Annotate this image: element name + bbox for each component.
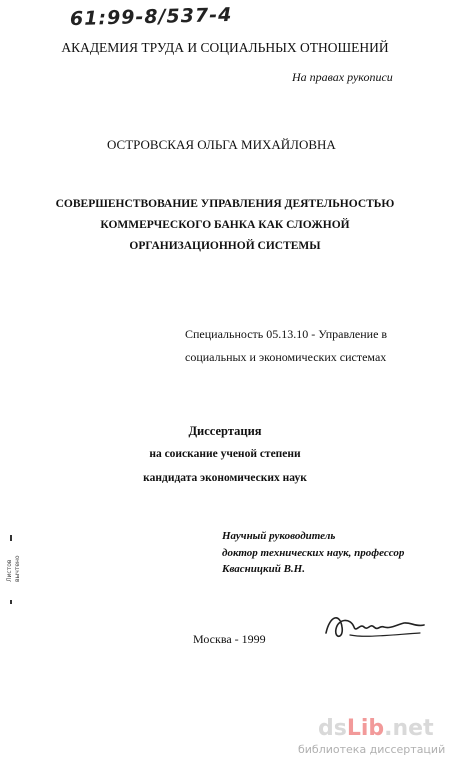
side-stamp-line: Листов — [6, 559, 13, 582]
rights-note: На правах рукописи — [292, 70, 393, 84]
logo-part: .net — [384, 716, 434, 741]
signature-icon — [320, 605, 430, 645]
advisor-name: Квасницкий В.Н. — [222, 563, 305, 575]
degree-line: кандидата экономических наук — [143, 472, 307, 484]
degree-line: на соискание ученой степени — [149, 448, 301, 460]
logo-part: ds — [318, 716, 347, 741]
watermark-logo — [318, 716, 434, 741]
logo-part: Lib — [346, 716, 385, 741]
degree-heading: Диссертация — [188, 424, 262, 438]
specialty-line: социальных и экономических системах — [185, 350, 387, 364]
advisor-degree: доктор технических наук, профессор — [222, 547, 405, 559]
signature-image — [320, 605, 430, 650]
title-line: КОММЕРЧЕСКОГО БАНКА КАК СЛОЖНОЙ — [100, 219, 350, 231]
title-line: ОРГАНИЗАЦИОННОЙ СИСТЕМЫ — [129, 240, 321, 252]
watermark — [318, 716, 434, 741]
margin-tick — [10, 535, 12, 541]
archive-code: 61:99-8/537-4 — [69, 3, 233, 31]
margin-tick — [10, 600, 12, 604]
side-stamp-line: вычтено — [14, 555, 21, 582]
city-year: Москва - 1999 — [193, 632, 266, 646]
watermark-subtitle: библиотека диссертаций — [298, 743, 446, 756]
institution-name: АКАДЕМИЯ ТРУДА И СОЦИАЛЬНЫХ ОТНОШЕНИЙ — [61, 40, 389, 55]
title-line: СОВЕРШЕНСТВОВАНИЕ УПРАВЛЕНИЯ ДЕЯТЕЛЬНОСТЬЮ — [55, 198, 395, 210]
advisor-role: Научный руководитель — [222, 530, 336, 542]
specialty-line: Специальность 05.13.10 - Управление в — [185, 327, 388, 341]
author-name: ОСТРОВСКАЯ ОЛЬГА МИХАЙЛОВНА — [107, 137, 336, 152]
